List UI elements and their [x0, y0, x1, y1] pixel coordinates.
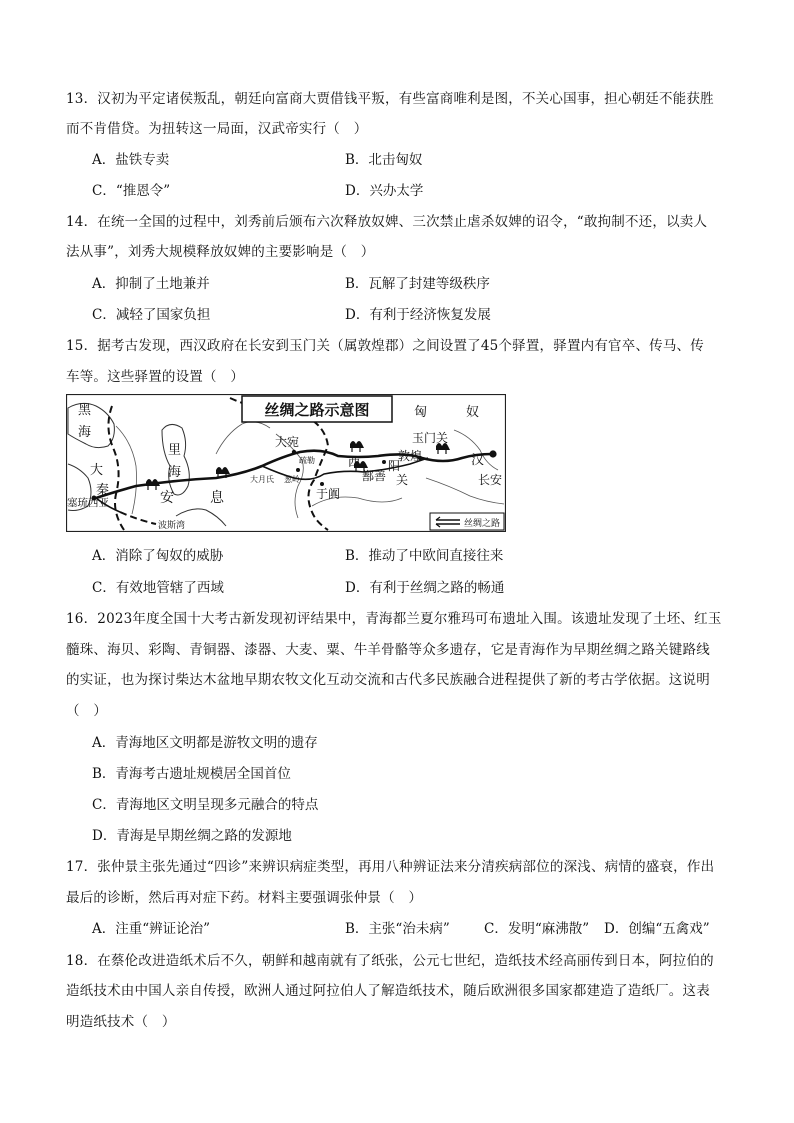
label-dayuan: 大宛 — [275, 435, 300, 449]
label-han: 汉 — [471, 453, 485, 468]
label-caspian-1: 里 — [168, 443, 182, 458]
city-dot-yutian — [320, 482, 324, 486]
label-changan: 长安 — [478, 473, 503, 487]
silk-road-map-svg — [66, 394, 506, 532]
q17-option-a[interactable]: A．注重“辨证论治” — [92, 921, 211, 937]
label-congling: 葱岭 — [284, 475, 300, 484]
q14-option-d[interactable]: D．有利于经济恢复发展 — [345, 307, 491, 323]
q13-line-1: 13．汉初为平定诸侯叛乱，朝廷向富商大贾借钱平叛，有些富商唯利是图，不关心国事，担心朝廷不能获胜 — [66, 91, 714, 107]
label-dayuezhi: 大月氏 — [250, 475, 274, 484]
label-daqin-2: 秦 — [96, 483, 110, 498]
label-dunhuang: 敦煌 — [398, 449, 423, 463]
q17-line-1: 17．张仲景主张先通过“四诊”来辨识病症类型，再用八种辨证法来分清疾病部位的深浅、病情的盛衰，作出 — [66, 859, 715, 875]
label-xiongnu-1: 匈 — [414, 405, 428, 420]
label-seleucia: 塞琉西亚 — [67, 497, 109, 509]
q17-option-c[interactable]: C．发明“麻沸散” — [484, 921, 590, 937]
city-dot-dayuan — [292, 450, 296, 454]
label-yangguan-2: 关 — [396, 473, 409, 487]
q13-option-c[interactable]: C．“推恩令” — [92, 183, 171, 199]
q17-line-2: 最后的诊断，然后再对症下药。材料主要强调张仲景（ ） — [66, 890, 423, 906]
label-xiongnu-2: 奴 — [466, 405, 480, 420]
city-dot-shule — [296, 468, 300, 472]
q16-option-c[interactable]: C．青海地区文明呈现多元融合的特点 — [92, 797, 319, 813]
q16-line-1: 16．2023年度全国十大考古新发现初评结果中，青海都兰夏尔雅玛可布遗址入围。该遗址发现了土坯、红玉 — [66, 611, 722, 627]
q16-line-3: 的实证，也为探讨柴达木盆地早期农牧文化互动交流和古代多民族融合进程提供了新的考古学依据。这说明 — [66, 672, 710, 688]
map-legend-label: 丝绸之路 — [464, 519, 501, 529]
label-yutian: 于阗 — [316, 487, 341, 501]
q15-option-c[interactable]: C．有效地管辖了西域 — [92, 580, 224, 596]
label-yangguan-1: 阳 — [388, 459, 401, 473]
q16-option-a[interactable]: A．青海地区文明都是游牧文明的遗存 — [92, 735, 318, 751]
label-anxi-1: 安 — [160, 490, 174, 506]
q17-option-d[interactable]: D．创编“五禽戏” — [604, 921, 710, 937]
q13-option-b[interactable]: B．北击匈奴 — [345, 152, 423, 168]
city-dot-shanshan — [382, 460, 386, 464]
q14-line-2: 法从事”，刘秀大规模释放奴婢的主要影响是（ ） — [66, 244, 375, 260]
label-daqin-1: 大 — [90, 463, 104, 478]
q16-line-2: 髓珠、海贝、彩陶、青铜器、漆器、大麦、粟、牛羊骨骼等众多遗存，它是青海作为早期丝绸之路关键路线 — [66, 642, 710, 658]
q13-line-2: 而不肯借贷。为扭转这一局面，汉武帝实行（ ） — [66, 121, 368, 137]
q14-option-a[interactable]: A．抑制了土地兼并 — [92, 276, 210, 292]
q14-option-b[interactable]: B．瓦解了封建等级秩序 — [345, 276, 490, 292]
q15-line-1: 15．据考古发现，西汉政府在长安到玉门关（属敦煌郡）之间设置了45个驿置，驿置内有官卒、传马、传 — [66, 338, 704, 354]
q16-option-b[interactable]: B．青海考古遗址规模居全国首位 — [92, 766, 291, 782]
q18-line-3: 明造纸技术（ ） — [66, 1014, 176, 1030]
q13-option-d[interactable]: D．兴办太学 — [345, 183, 424, 199]
label-caspian-2: 海 — [168, 465, 182, 480]
city-dot-changan — [489, 450, 496, 457]
label-black-sea-2: 海 — [78, 425, 92, 440]
q18-line-1: 18．在蔡伦改进造纸术后不久，朝鲜和越南就有了纸张，公元七世纪，造纸技术经高丽传到日本，阿拉伯的 — [66, 953, 714, 969]
label-shule: 疏勒 — [299, 456, 315, 465]
q15-option-a[interactable]: A．消除了匈奴的威胁 — [92, 548, 224, 564]
label-yumenguan: 玉门关 — [412, 431, 449, 445]
label-shanshan: 鄯善 — [362, 469, 387, 483]
q15-line-2: 车等。这些驿置的设置（ ） — [66, 369, 245, 385]
label-persian-gulf: 波斯湾 — [158, 521, 186, 531]
q15-option-b[interactable]: B．推动了中欧间直接往来 — [345, 548, 504, 564]
q13-option-a[interactable]: A．盐铁专卖 — [92, 152, 170, 168]
label-anxi-2: 息 — [210, 490, 224, 506]
map-title: 丝绸之路示意图 — [264, 401, 370, 419]
q18-line-2: 造纸技术由中国人亲自传授，欧洲人通过阿拉伯人了解造纸技术，随后欧洲很多国家都建造了造纸厂。这表 — [66, 983, 710, 999]
silk-road-map — [66, 394, 506, 532]
q15-option-d[interactable]: D．有利于丝绸之路的畅通 — [345, 580, 505, 596]
label-xiyu: 西 — [348, 455, 361, 469]
q16-option-d[interactable]: D．青海是早期丝绸之路的发源地 — [92, 828, 292, 844]
q17-option-b[interactable]: B．主张“治未病” — [345, 921, 450, 937]
label-black-sea-1: 黑 — [78, 403, 92, 418]
q16-line-4: （ ） — [66, 703, 108, 719]
q14-option-c[interactable]: C．减轻了国家负担 — [92, 307, 211, 323]
q14-line-1: 14．在统一全国的过程中，刘秀前后颁布六次释放奴婢、三次禁止虐杀奴婢的诏令，“敢拘制不还，以卖人 — [66, 214, 708, 230]
